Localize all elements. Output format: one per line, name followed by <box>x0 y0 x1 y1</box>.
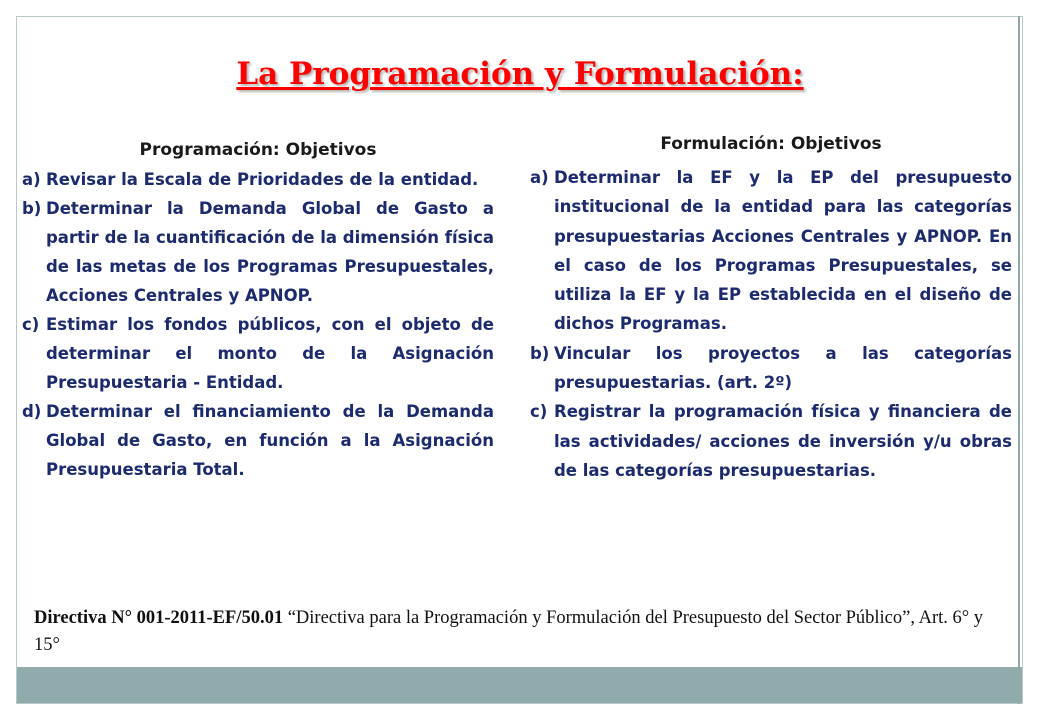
footer-bar <box>17 667 1022 703</box>
programacion-heading: Programación: Objetivos <box>139 140 377 160</box>
programacion-item <box>22 397 494 484</box>
item-marker: b) <box>530 343 550 363</box>
item-marker: c) <box>22 315 40 334</box>
item-marker: a) <box>22 170 41 189</box>
item-text: Determinar la EF y la EP del presupuesto institucional de la entidad para las categorías presupuestarias Acciones Centrales y APNOP. En el caso de los Programas Presupuestales, se utiliza la EF y la EP establecida en el diseño de dichos Programas. <box>554 168 1012 334</box>
slide-right-rule <box>1018 16 1020 704</box>
item-text: Estimar los fondos públicos, con el objeto de determinar el monto de la Asignación Presupuestaria - Entidad. <box>46 315 494 392</box>
programacion-item <box>22 310 494 397</box>
formulacion-item <box>530 397 1012 485</box>
directive-reference: Directiva N° 001-2011-EF/50.01 <box>34 608 284 628</box>
item-marker: b) <box>22 199 42 218</box>
item-text: Determinar el financiamiento de la Demanda Global de Gasto, en función a la Asignación Presupuestaria Total. <box>46 402 494 479</box>
programacion-column <box>22 132 494 484</box>
slide-title: La Programación y Formulación: <box>236 56 804 92</box>
directive-text: “Directiva para la Programación y Formulación del Presupuesto del Sector Público”, Art. 6° y 15° <box>34 608 984 655</box>
programacion-item <box>22 194 494 310</box>
formulacion-item <box>530 339 1012 398</box>
programacion-list <box>22 165 494 484</box>
item-text: Registrar la programación física y financiera de las actividades/ acciones de inversión y/u obras de las categorías presupuestarias. <box>554 402 1012 480</box>
formulacion-column <box>530 132 1012 485</box>
formulacion-list <box>530 163 1012 485</box>
item-text: Revisar la Escala de Prioridades de la entidad. <box>46 170 479 189</box>
item-text: Determinar la Demanda Global de Gasto a partir de la cuantificación de la dimensión física de las metas de los Programas Presupuestales, Acciones Centrales y APNOP. <box>46 199 494 305</box>
formulacion-item <box>530 163 1012 339</box>
formulacion-heading: Formulación: Objetivos <box>660 134 882 154</box>
item-marker: d) <box>22 402 42 421</box>
item-marker: a) <box>530 168 549 187</box>
item-marker: c) <box>530 402 548 422</box>
programacion-item <box>22 165 494 194</box>
item-text: Vincular los proyectos a las categorías presupuestarias. (art. 2º) <box>554 343 1012 393</box>
directive-citation <box>34 605 1012 659</box>
